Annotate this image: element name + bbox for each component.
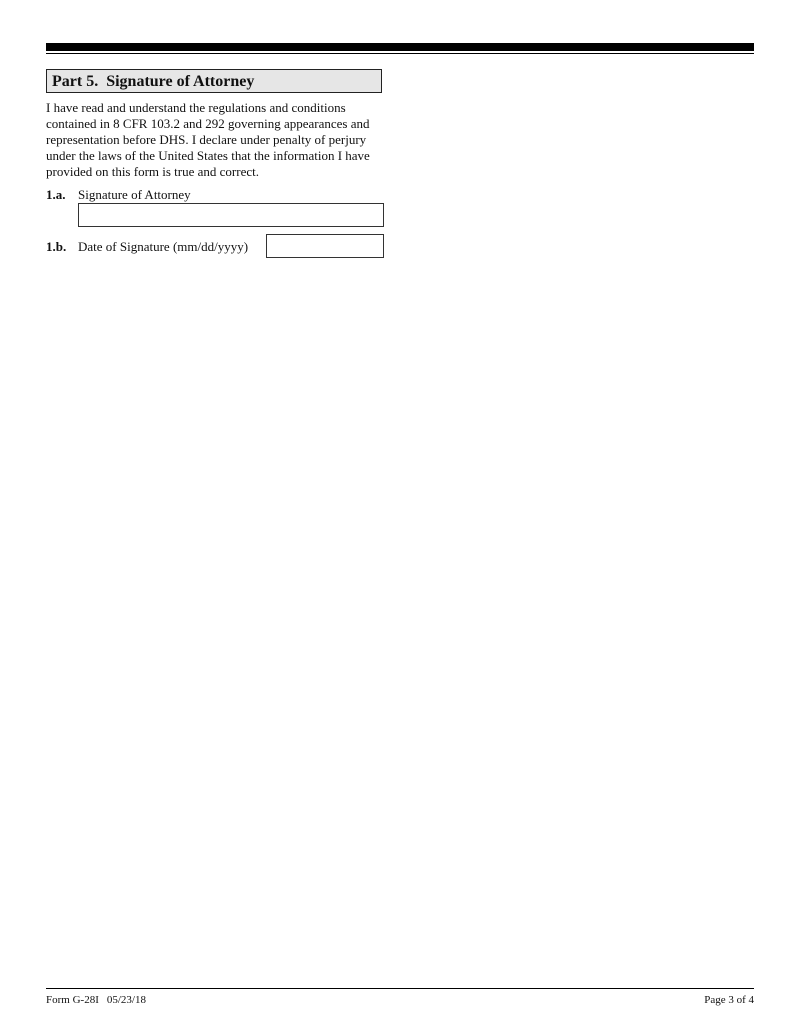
date-of-signature-field[interactable] [266, 234, 384, 258]
page-number: Page 3 of 4 [704, 994, 754, 1006]
top-heavy-rule [46, 43, 754, 51]
date-of-signature-label: Date of Signature (mm/dd/yyyy) [78, 239, 249, 254]
footer-rule [46, 988, 754, 989]
top-thin-rule [46, 53, 754, 54]
part-title: Signature of Attorney [106, 73, 255, 90]
item-1a-number: 1.a. [46, 187, 66, 202]
form-edition: 05/23/18 [106, 994, 146, 1006]
signature-of-attorney-field[interactable] [78, 203, 384, 227]
form-identifier [46, 993, 146, 1007]
signature-of-attorney-label: Signature of Attorney [78, 187, 191, 202]
part-number: Part 5. [52, 73, 99, 90]
form-id: Form G-28I [46, 994, 99, 1006]
attorney-declaration-text: I have read and understand the regulations and conditions contained in 8 CFR 103.2 and 292 governing appearances and representation before DHS. I declare under penalty of perjury under the laws of the United States that the information I have provided on this form is true and correct. [46, 100, 370, 179]
item-1b-number: 1.b. [46, 239, 67, 254]
part-5-header [46, 69, 382, 93]
